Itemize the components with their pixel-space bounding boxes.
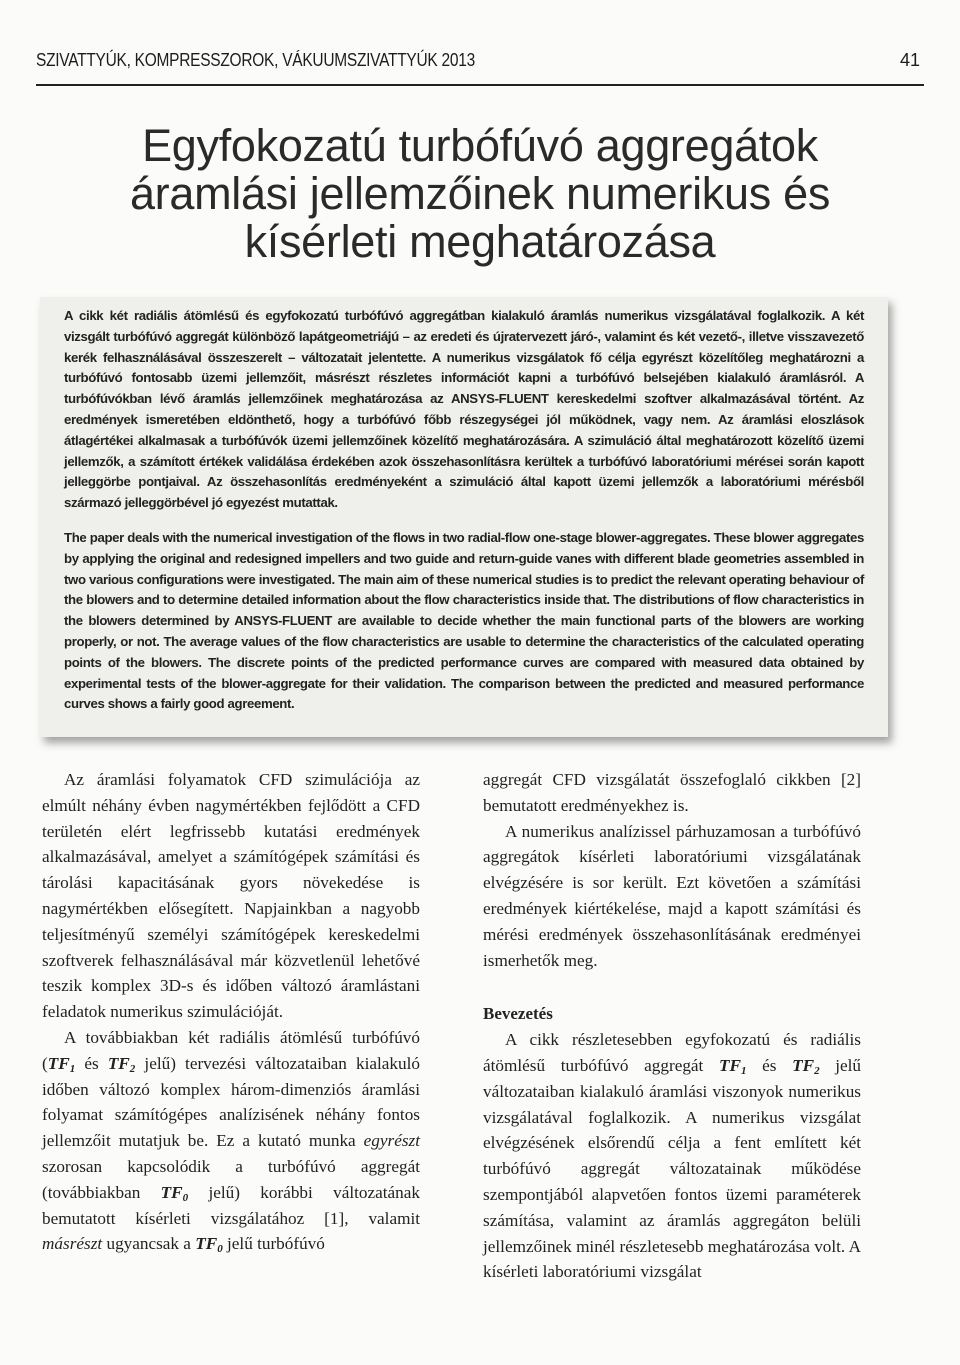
abstract-hungarian: A cikk két radiális átömlésű és egyfokozatú turbófúvó aggregátban kialakuló áramlás numerikus vizsgálatával foglalkozik. A két vizsgált turbófúvó aggregát különböző lapátgeometriájú – az eredeti és újratervezett járó-, valamint és két vezető-, illetve visszavezető kerék felhasználásával összeszerelt – változatait jelentette. A numerikus vizsgálatok fő célja egyrészt közelítőleg meghatározni a turbófúvó fontosabb üzemi jellemzőit, másrészt részletes információt kapni a turbófúvó belsejében kialakuló áramlásról. A turbófúvókban lévő áramlás jellemzőinek meghatározása az ANSYS-FLUENT kereskedelmi szoftver alkalmazásával történt. Az eredmények ismeretében eldönthető, hogy a turbófúvó főbb részegységei jól működnek, vagy nem. Az áramlási eloszlások átlagértékei alkalmasak a turbófúvók üzemi jellemzőinek közelítő meghatározására. A szimuláció által meghatározott közelítő üzemi jellemzők, a számított értékek validálása érdekében azok összehasonlításra kerültek a turbófúvó laboratóriumi mérései során kapott jelleggörbe pontjaival. Az összehasonlítás eredményeként a szimuláció által kapott üzemi jellemzők a laboratóriumi mérésből származó jelleggörbével jó egyezést mutattak. bbox=[64, 308, 864, 511]
article-title bbox=[40, 122, 920, 266]
paragraph: Az áramlási folyamatok CFD szimulációja az elmúlt néhány évben nagymértékben fejlődött a CFD területén elért legfrissebb kutatási eredmények alkalmazásával, amelyet a számítógépek számítási és tárolási kapacitásának gyors növekedése is nagymértékben elősegített. Napjainkban a nagyobb teljesítményű személyi számítógépek kereskedelmi szoftverek felhasználásával már közvetlenül lehetővé teszik komplex 3D-s és időben változó áramlástani feladatok numerikus szimulációját. bbox=[42, 770, 420, 1022]
abstract-english: The paper deals with the numerical investigation of the flows in two radial-flow one-stage blower-aggregates. These blower aggregates by applying the original and redesigned impellers and two guide and return-guide vanes with different blade geometries assembled in two various configurations were investigated. The main aim of these numerical studies is to predict the relevant operating behaviour of the blowers and to determine detailed information about the flow characteristics inside that. The distributions of flow characteristics in the blowers determined by ANSYS-FLUENT are available to decide whether the main functional parts of the blowers are working properly, or not. The average values of the flow characteristics are usable to determine the characteristics of the calculated operating points of the blowers. The discrete points of the predicted performance curves are compared with measured data obtained by experimental tests of the blower-aggregate for their validation. The comparison between the predicted and measured performance curves shows a fairly good agreement. bbox=[64, 530, 864, 712]
paragraph: A továbbiakban két radiális átömlésű turbófúvó ($TF_1$ és $TF_2$ jelű) tervezési változataiban kialakuló időben változó komplex három-dimenziós áramlási folyamat számítógépes analízisének néhány fontos jellemzőit mutatjuk be. Ez a kutató munka egyrészt szorosan kapcsolódik a turbófúvó aggregát (továbbiakban $TF_0$ jelű) korábbi változatának bemutatott kísérleti vizsgálatához [1], valamit másrészt ugyancsak a $TF_0$ jelű turbófúvó bbox=[42, 1027, 420, 1256]
paragraph: aggregát CFD vizsgálatát összefoglaló cikkben [2] bemutatott eredményekhez is. bbox=[483, 770, 861, 815]
title-line-3: kísérleti meghatározása bbox=[244, 216, 716, 267]
section-heading: Bevezetés bbox=[483, 1004, 553, 1024]
paragraph: A numerikus analízissel párhuzamosan a turbófúvó aggregátok kísérleti laboratóriumi vizsgálatának elvégzésére is sor került. Ezt követően a számítási eredmények kiértékelése, majd a kapott számítási és mérési eredmények összehasonlításának eredményei ismerhetők meg. bbox=[483, 821, 861, 970]
body-column-right bbox=[483, 767, 861, 1285]
title-line-2: áramlási jellemzőinek numerikus és bbox=[129, 168, 831, 219]
page-number: 41 bbox=[899, 50, 920, 70]
title-line-1: Egyfokozatú turbófúvó aggregátok bbox=[142, 120, 818, 171]
paragraph: A cikk részletesebben egyfokozatú és radiális átömlésű turbófúvó aggregát $TF_1$ és $TF_2$ jelű változataiban kialakuló áramlási viszonyok numerikus vizsgálatával foglalkozik. A numerikus vizsgálat elvégzésének elsőrendű célja a fent említett két turbófúvó aggregát változatainak működése szempontjából alapvetően fontos üzemi paraméterek számítása, valamint az áramlás aggregáton belüli jellemzőinek minél részletesebb meghatározása volt. A kísérleti laboratóriumi vizsgálat bbox=[483, 1030, 861, 1282]
journal-name: SZIVATTYÚK, KOMPRESSZOROK, VÁKUUMSZIVATTYÚK 2013 bbox=[36, 50, 475, 70]
body-column-left bbox=[42, 767, 420, 1257]
running-head bbox=[36, 44, 924, 86]
